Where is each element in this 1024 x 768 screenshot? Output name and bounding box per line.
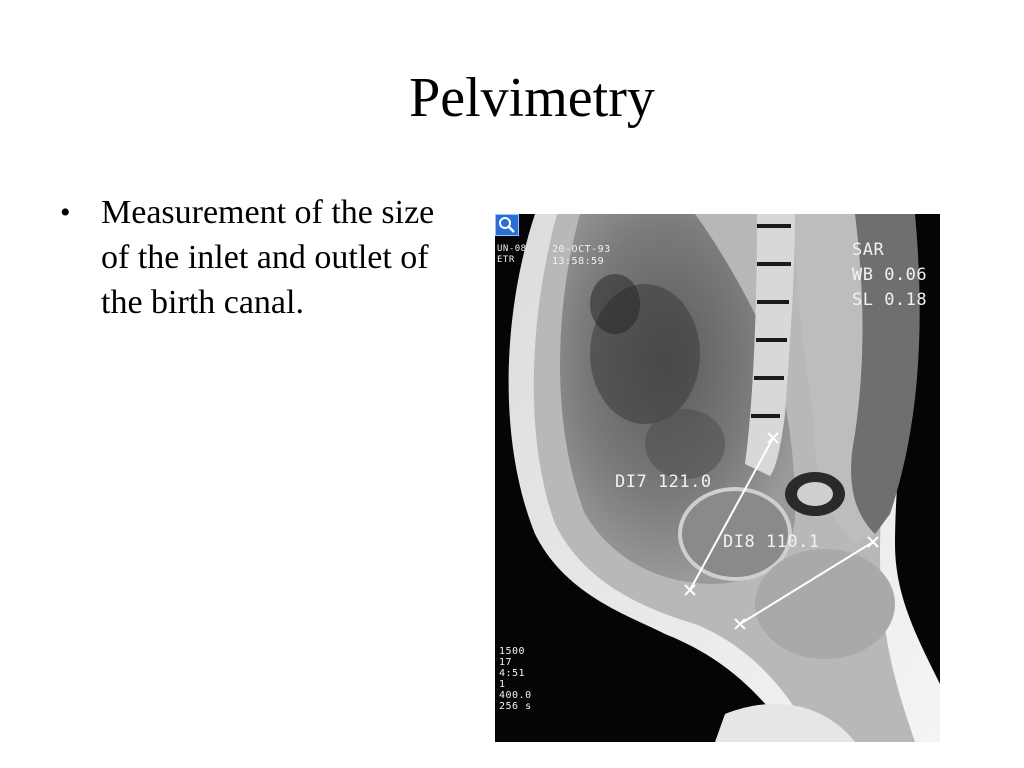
overlay-right-3: SL 0.18: [852, 290, 928, 310]
inlet-measurement-label: DI7 121.0: [615, 472, 712, 492]
pelvic-floor: [755, 549, 895, 659]
pelvic-organ: [797, 482, 833, 506]
bullet-item: [60, 190, 440, 325]
fetal-mass: [590, 274, 640, 334]
param-line: 1500: [499, 646, 526, 657]
overlay-right-2: WB 0.06: [852, 265, 928, 285]
overlay-right-1: SAR: [852, 240, 885, 260]
param-line: 17: [499, 657, 513, 668]
overlay-left-1: UN-08: [497, 244, 527, 254]
overlay-datetime: [552, 244, 611, 268]
bullet-text: Measurement of the size of the inlet and outlet of the birth canal.: [101, 194, 435, 321]
param-line: 256 s: [499, 701, 532, 712]
param-line: 400.0: [499, 690, 532, 701]
fetal-mass: [645, 409, 725, 479]
bullet-list: [60, 190, 440, 325]
overlay-right-top: [852, 238, 927, 313]
overlay-params: [499, 646, 532, 712]
outlet-measurement-label: DI8 110.1: [723, 532, 820, 552]
param-line: 4:51: [499, 668, 526, 679]
overlay-left-top: [497, 244, 527, 266]
mri-image: [495, 214, 940, 742]
slide-title: Pelvimetry: [409, 67, 655, 129]
bullet-dot-icon: •: [60, 196, 71, 229]
overlay-left-2: ETR: [497, 255, 515, 265]
zoom-icon: [495, 214, 519, 236]
param-line: 1: [499, 679, 506, 690]
overlay-time: 13:58:59: [552, 256, 605, 267]
overlay-date: 20-OCT-93: [552, 244, 611, 255]
